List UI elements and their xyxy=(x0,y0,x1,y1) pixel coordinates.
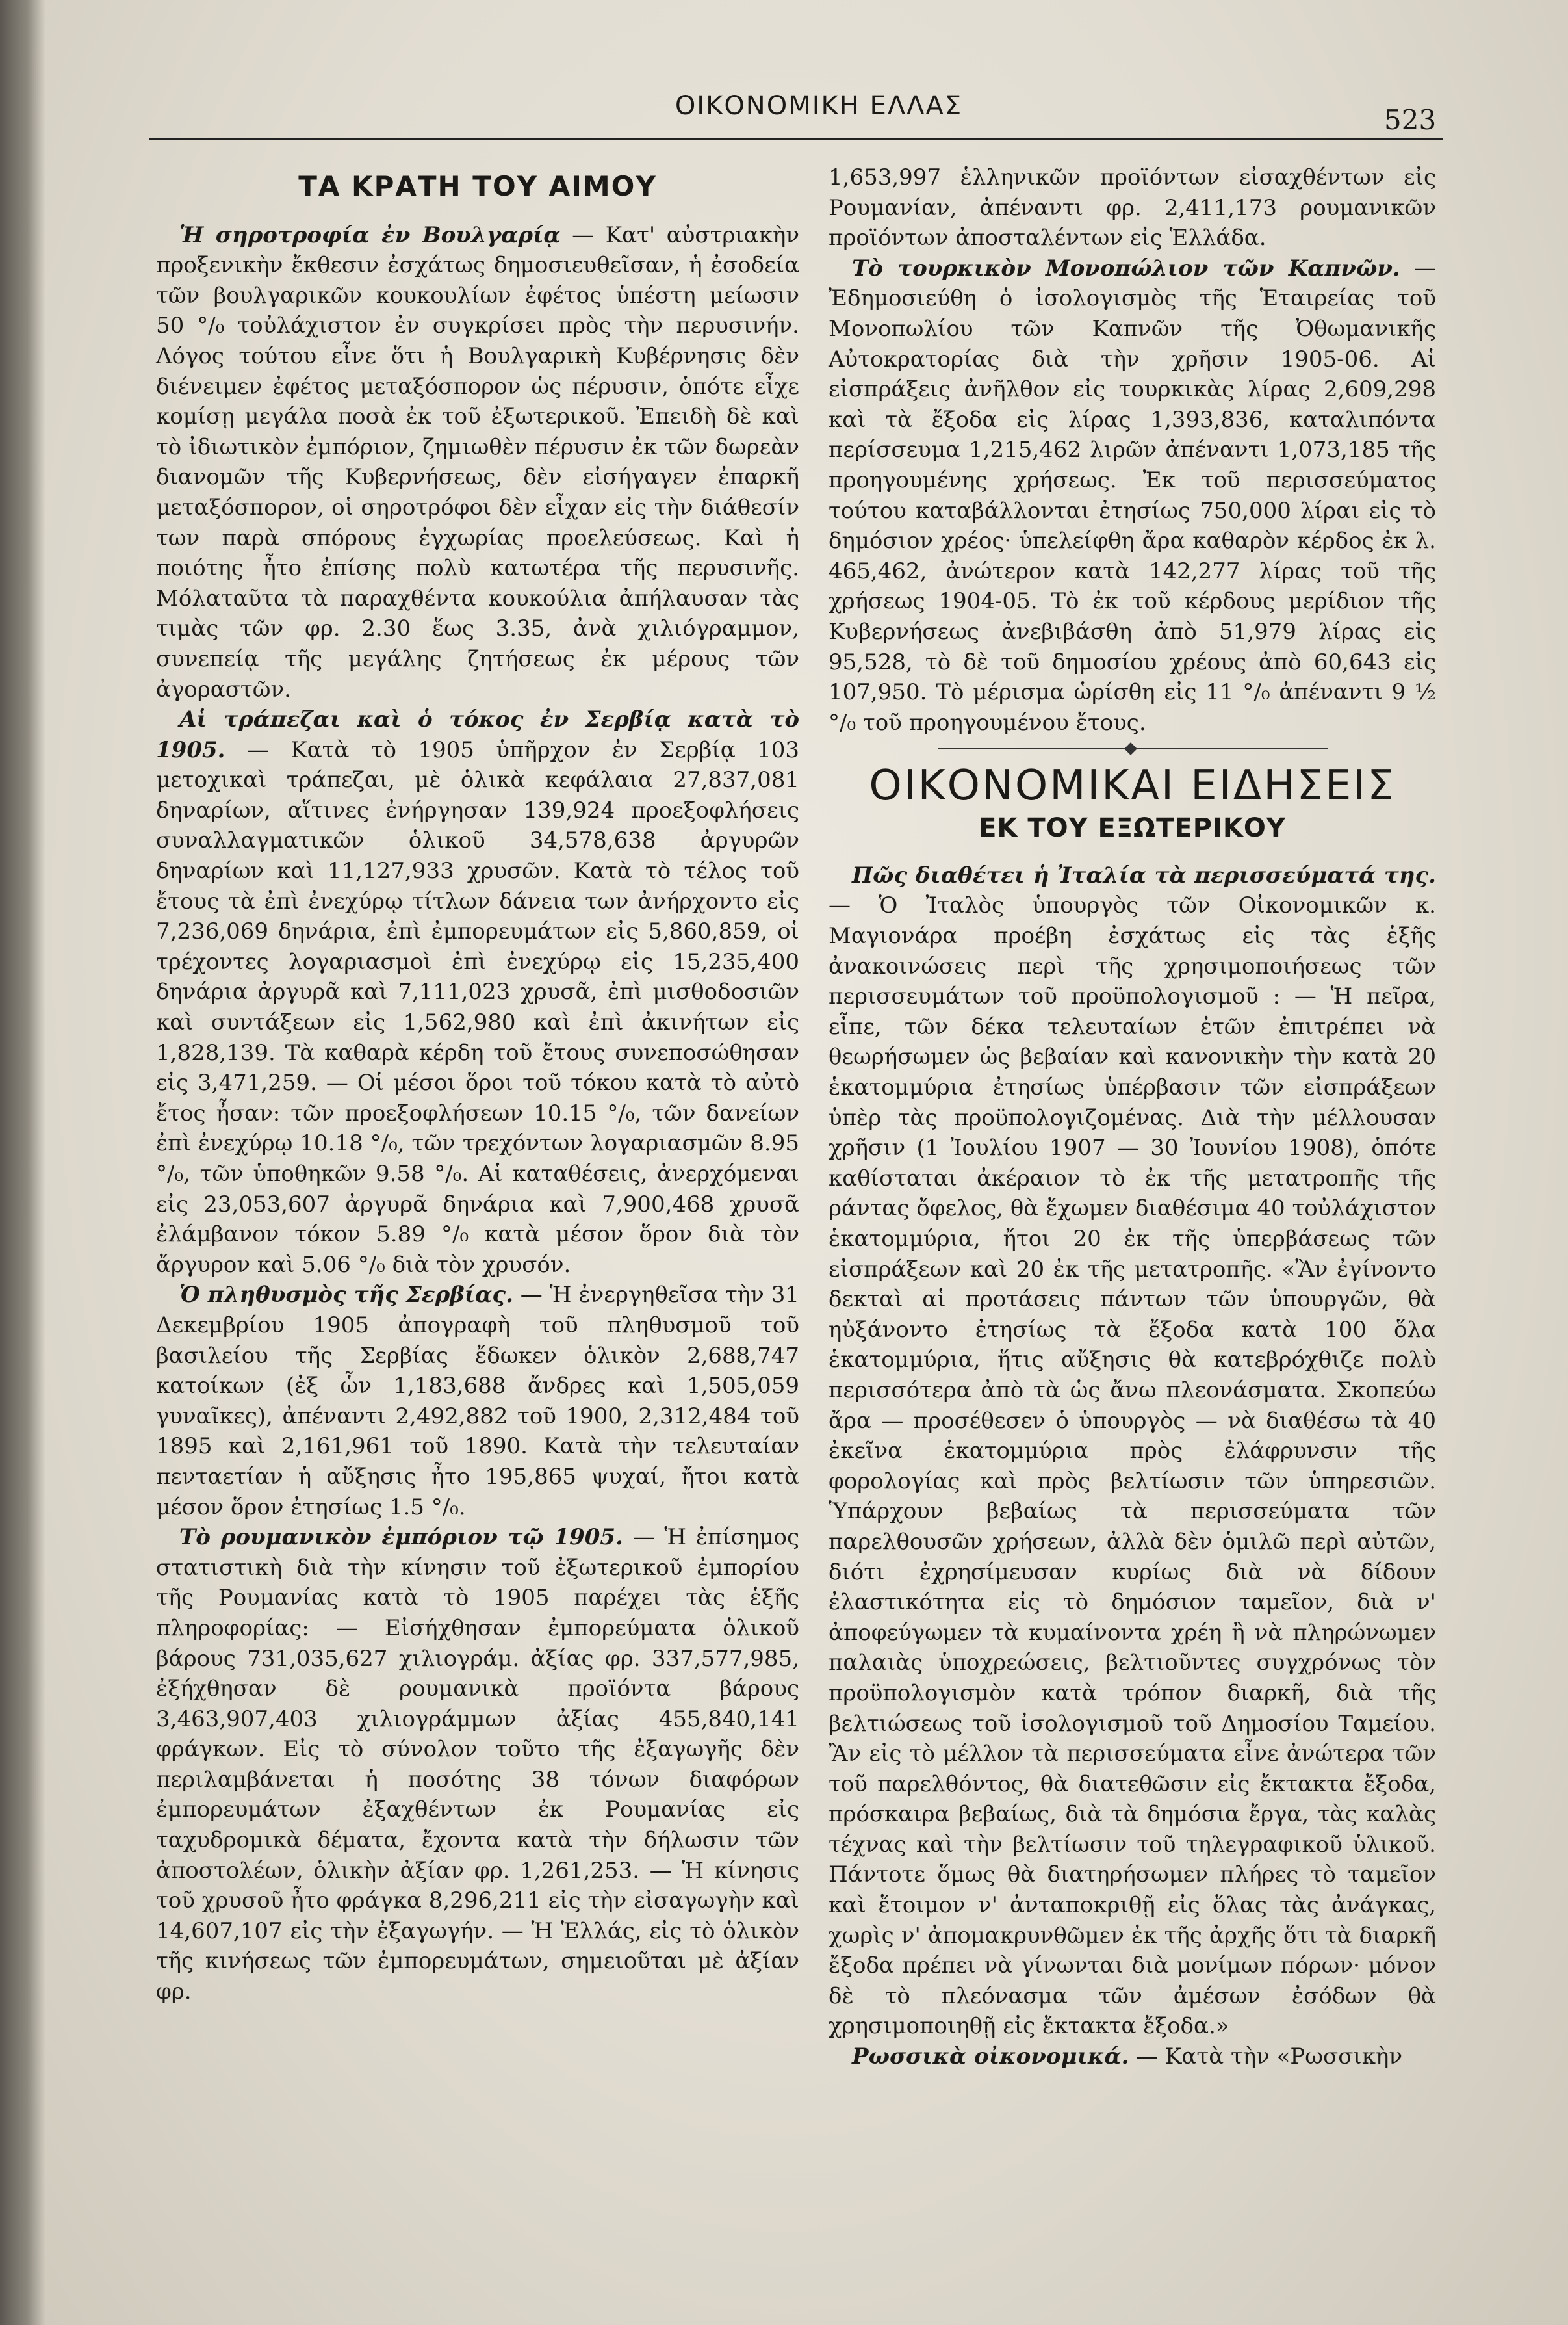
header-rule xyxy=(149,138,1443,142)
article-body: — Ἐδημοσιεύθη ὁ ἰσολογισμὸς τῆς Ἑταιρείας τοῦ Μονοπωλίου τῶν Καπνῶν τῆς Ὀθωμανικῆς Αὐτοκρατορίας διὰ τὴν χρῆσιν 1905-06. Αἱ εἰσπράξεις ἀνῆλθον εἰς τουρκικὰς λίρας 2,609,298 καὶ τὰ ἔξοδα εἰς λίρας 1,393,836, καταλιπόντα περίσσευμα 1,215,462 λιρῶν ἀπέναντι 1,073,185 τῆς προηγουμένης χρήσεως. Ἐκ τοῦ περισσεύματος τούτου καταβάλλονται ἐτησίως 750,000 λίραι εἰς τὸ δημόσιον χρέος· ὑπελείφθη ἄρα καθαρὸν κέρδος ἐκ λ. 465,462, ἀνώτερον κατὰ 142,277 λίρας τοῦ τῆς χρήσεως 1904-05. Τὸ ἐκ τοῦ κέρδους μερίδιον τῆς Κυβερνήσεως ἀνεβιβάσθη ἀπὸ 51,979 λίρας εἰς 95,528, τὸ δὲ τοῦ δημοσίου χρέους ἀπὸ 60,643 εἰς 107,950. Τὸ μέρισμα ὡρίσθη εἰς 11 °/₀ ἀπέναντι 9 ½ °/₀ τοῦ προηγουμένου ἔτους. xyxy=(829,255,1436,736)
article-serbia-population xyxy=(156,1280,799,1522)
article-bulgaria-sericulture xyxy=(156,220,799,705)
article-body: — Ἡ ἐνεργηθεῖσα τὴν 31 Δεκεμβρίου 1905 ἀπογραφὴ τοῦ πληθυσμοῦ τοῦ βασιλείου τῆς Σερβίας ἔδωκεν ὁλικὸν 2,688,747 κατοίκων (ἐξ ὧν 1,183,688 ἄνδρες καὶ 1,505,059 γυναῖκες), ἀπέναντι 2,492,882 τοῦ 1900, 2,312,484 τοῦ 1895 καὶ 2,161,961 τοῦ 1890. Κατὰ τὴν τελευταίαν πενταετίαν ἡ αὔξησις ἦτο 195,865 ψυχαί, ἤτοι κατὰ μέσον ὅρον ἐτησίως 1.5 °/₀. xyxy=(156,1282,799,1520)
running-title: ΟΙΚΟΝΟΜΙΚΗ ΕΛΛΑΣ xyxy=(675,91,963,121)
section-subtitle-abroad: ΕΚ ΤΟΥ ΕΞΩΤΕΡΙΚΟΥ xyxy=(979,813,1286,844)
article-continuation: 1,653,997 ἑλληνικῶν προϊόντων εἰσαχθέντων εἰς Ρουμανίαν, ἀπέναντι φρ. 2,411,173 ρουμανικῶν προϊόντων ἀποσταλέντων εἰς Ἑλλάδα. xyxy=(829,164,1436,252)
article-lead: Ἡ σηροτροφία ἐν Βουλγαρίᾳ xyxy=(179,222,561,248)
page-header xyxy=(0,91,1568,136)
divider-ornament xyxy=(1124,742,1137,755)
article-serbia-banks xyxy=(156,705,799,1280)
article-lead: Πῶς διαθέτει ἡ Ἰταλία τὰ περισσεύματά της. xyxy=(852,862,1436,889)
page-number: 523 xyxy=(1384,104,1437,136)
article-romania-trade xyxy=(156,1522,799,2007)
article-body: — Κατὰ τὸ 1905 ὑπῆρχον ἐν Σερβίᾳ 103 μετοχικαὶ τράπεζαι, μὲ ὁλικὰ κεφάλαια 27,837,081 δηναρίων, αἵτινες ἐνήργησαν 139,924 προεξοφλήσεις συναλλαγματικῶν ὁλικοῦ 34,578,638 ἀργυρῶν δηναρίων καὶ 11,127,933 χρυσῶν. Κατὰ τὸ τέλος τοῦ ἔτους τὰ ἐπὶ ἐνεχύρῳ τίτλων δάνεια των ἀνήρχοντο εἰς 7,236,069 δηνάρια, ἐπὶ ἐμπορευμάτων εἰς 5,860,859, οἱ τρέχοντες λογαριασμοὶ ἐπὶ ἐνεχύρῳ εἰς 15,235,400 δηνάρια ἀργυρᾶ καὶ 7,111,023 χρυσᾶ, ἐπὶ μισθοδοσιῶν καὶ συντάξεων εἰς 1,562,980 καὶ ἐπὶ ἀκινήτων εἰς 1,828,139. Τὰ καθαρὰ κέρδη τοῦ ἔτους συνεποσώθησαν εἰς 3,471,259. — Οἱ μέσοι ὅροι τοῦ τόκου κατὰ τὸ αὐτὸ ἔτος ἦσαν: τῶν προεξοφλήσεων 10.15 °/₀, τῶν δανείων ἐπὶ ἐνεχύρῳ 10.18 °/₀, τῶν τρεχόντων λογαριασμῶν 8.95 °/₀, τῶν ὑποθηκῶν 9.58 °/₀. Αἱ καταθέσεις, ἀνερχόμεναι εἰς 23,053,607 ἀργυρᾶ δηνάρια καὶ 7,900,468 χρυσᾶ ἐλάμβανον τόκον 5.89 °/₀ κατὰ μέσον ὅρον διὰ τὸν ἄργυρον καὶ 5.06 °/₀ διὰ τὸν χρυσόν. xyxy=(156,736,799,1278)
article-italy-surplus xyxy=(829,861,1436,2042)
article-turkish-tobacco-monopoly xyxy=(829,253,1436,738)
article-body: — Κατ' αὐστριακὴν προξενικὴν ἔκθεσιν ἐσχάτως δημοσιευθεῖσαν, ἡ ἐσοδεία τῶν βουλγαρικῶν κουκουλίων ἐφέτος ὑπέστη μείωσιν 50 °/₀ τοὐλάχιστον ἐν συγκρίσει πρὸς τὴν περυσινήν. Λόγος τούτου εἶνε ὅτι ἡ Βουλγαρικὴ Κυβέρνησις δὲν διένειμεν ἐφέτος μεταξόσπορον ὡς πέρυσιν, ὁπότε εἶχε κομίσῃ μεγάλα ποσὰ ἐκ τοῦ ἐξωτερικοῦ. Ἐπειδὴ δὲ καὶ τὸ ἰδιωτικὸν ἐμπόριον, ζημιωθὲν πέρυσιν ἐκ τῶν δωρεὰν διανομῶν τῆς Κυβερνήσεως, δὲν εἰσήγαγεν ἐπαρκῆ μεταξόσπορον, οἱ σηροτρόφοι δὲν εἶχαν εἰς τὴν διάθεσίν των παρὰ σπόρους ἐγχωρίας προελεύσεως. Καὶ ἡ ποιότης ἦτο ἐπίσης πολὺ κατωτέρα τῆς περυσινῆς. Μόλαταῦτα τὰ παραχθέντα κουκούλια ἀπήλαυσαν τὰς τιμὰς τῶν φρ. 2.30 ἕως 3.35, ἀνὰ χιλιόγραμμον, συνεπείᾳ τῆς μεγάλης ζητήσεως ἐκ μέρους τῶν ἀγοραστῶν. xyxy=(156,222,799,703)
left-column xyxy=(156,162,799,2007)
article-lead: Ρωσσικὰ οἰκονομικά. xyxy=(852,2044,1129,2070)
book-spine-shadow xyxy=(0,0,45,2325)
right-column xyxy=(829,162,1436,2072)
article-body: — Ἡ ἐπίσημος στατιστικὴ διὰ τὴν κίνησιν τοῦ ἐξωτερικοῦ ἐμπορίου τῆς Ρουμανίας κατὰ τὸ 1905 παρέχει τὰς ἑξῆς πληροφορίας: — Εἰσήχθησαν ἐμπορεύματα ὁλικοῦ βάρους 731,035,627 χιλιογράμ. ἀξίας φρ. 337,577,985, ἐξήχθησαν δὲ ρουμανικὰ προϊόντα βάρους 3,463,907,403 χιλιογράμμων ἀξίας 455,840,141 φράγκων. Εἰς τὸ σύνολον τοῦτο τῆς ἐξαγωγῆς δὲν περιλαμβάνεται ἡ ποσότης 38 τόνων διαφόρων ἐμπορευμάτων ἐξαχθέντων ἐκ Ρουμανίας εἰς ταχυδρομικὰ δέματα, ἔχοντα κατὰ τὴν δήλωσιν τῶν ἀποστολέων, ὁλικὴν ἀξίαν φρ. 1,261,253. — Ἡ κίνησις τοῦ χρυσοῦ ἦτο φράγκα 8,296,211 εἰς τὴν εἰσαγωγὴν καὶ 14,607,107 εἰς τὴν ἐξαγωγήν. — Ἡ Ἑλλάς, εἰς τὸ ὁλικὸν τῆς κινήσεως τῶν ἐμπορευμάτων, σημειοῦται μὲ ἀξίαν φρ. xyxy=(156,1524,799,2005)
article-russian-economics xyxy=(829,2042,1436,2072)
article-body: — Ὁ Ἰταλὸς ὑπουργὸς τῶν Οἰκονομικῶν κ. Μαγιονάρα προέβη ἐσχάτως εἰς τὰς ἑξῆς ἀνακοινώσεις περὶ τῆς χρησιμοποιήσεως τῶν περισσευμάτων τοῦ προϋπολογισμοῦ : — Ἡ πεῖρα, εἶπε, τῶν δέκα τελευταίων ἐτῶν ἐπιτρέπει νὰ θεωρήσωμεν ὡς βεβαίαν καὶ κανονικὴν τὴν κατὰ 20 ἑκατομμύρια ἐτησίως ὑπέρβασιν τῶν εἰσπράξεων ὑπὲρ τὰς προϋπολογιζομένας. Διὰ τὴν μέλλουσαν χρῆσιν (1 Ἰουλίου 1907 — 30 Ἰουνίου 1908), ὁπότε καθίσταται ἀκέραιον τὸ ἐκ τῆς μετατροπῆς τῆς ράντας ὄφελος, θὰ ἔχωμεν διαθέσιμα 40 τοὐλάχιστον ἑκατομμύρια, ἤτοι 20 ἐκ τῆς ὑπερβάσεως τῶν εἰσπράξεων καὶ 20 ἐκ τῆς μετατροπῆς. «Ἂν ἐγίνοντο δεκταὶ αἱ προτάσεις πάντων τῶν ὑπουργῶν, θὰ ηὐξάνοντο ἐτησίως τὰ ἔξοδα κατὰ 100 ὅλα ἑκατομμύρια, ἥτις αὔξησις θὰ κατεβρόχθιζε πολὺ περισσότερα ἀπὸ τὰ ὡς ἄνω πλεονάσματα. Σκοπεύω ἄρα — προσέθεσεν ὁ ὑπουργὸς — νὰ διαθέσω τὰ 40 ἐκεῖνα ἑκατομμύρια πρὸς ἐλάφρυνσιν τῆς φορολογίας καὶ πρὸς βελτίωσιν τῶν ὑπηρεσιῶν. Ὑπάρχουν βεβαίως τὰ περισσεύματα τῶν παρελθουσῶν χρήσεων, ἀλλὰ δὲν ὁμιλῶ περὶ αὐτῶν, διότι ἐχρησίμευσαν κυρίως διὰ νὰ δίδουν ἐλαστικότητα εἰς τὸ δημόσιον ταμεῖον, διὰ ν' ἀποφεύγωμεν τὰ κυμαίνοντα χρέη ἢ νὰ πληρώνωμεν παλαιὰς ὑποχρεώσεις, βελτιοῦντες συγχρόνως τὸν προϋπολογισμὸν κατὰ τρόπον διαρκῆ, διὰ τῆς βελτιώσεως τοῦ ἰσολογισμοῦ τοῦ Δημοσίου Ταμείου. Ἂν εἰς τὸ μέλλον τὰ περισσεύματα εἶνε ἀνώτερα τῶν τοῦ παρελθόντος, θὰ διατεθῶσιν εἰς ἔκτακτα ἔξοδα, πρόσκαιρα βεβαίως, διὰ τὰ δημόσια ἔργα, τὰς καλὰς τέχνας καὶ τὴν βελτίωσιν τοῦ τηλεγραφικοῦ ὑλικοῦ. Πάντοτε ὅμως θὰ διατηρήσωμεν πλήρες τὸ ταμεῖον καὶ ἕτοιμον ν' ἀνταποκριθῇ εἰς ὅλας τὰς ἀνάγκας, χωρὶς ν' ἀπομακρυνθῶμεν ἐκ τῆς ἀρχῆς ὅτι τὰ διαρκῆ ἔξοδα πρέπει νὰ γίνωνται διὰ μονίμων πόρων· μόνον δὲ τὸ πλεόνασμα τῶν ἀμέσων ἐσόδων θὰ χρησιμοποιηθῇ εἰς ἔκτακτα ἔξοδα.» xyxy=(829,892,1436,2040)
article-body: — Κατὰ τὴν «Ρωσσικὴν xyxy=(1129,2044,1403,2070)
article-lead: Αἱ τράπεζαι καὶ ὁ τόκος ἐν Σερβίᾳ κατὰ τὸ 1905. xyxy=(156,707,799,763)
article-lead: Τὸ τουρκικὸν Μονοπώλιον τῶν Καπνῶν. xyxy=(852,255,1400,281)
section-title-economic-news: ΟΙΚΟΝΟΜΙΚΑΙ ΕΙΔΗΣΕΙΣ xyxy=(869,762,1396,811)
article-lead: Τὸ ρουμανικὸν ἐμπόριον τῷ 1905. xyxy=(179,1524,623,1551)
article-lead: Ὁ πληθυσμὸς τῆς Σερβίας. xyxy=(179,1282,513,1308)
section-title-balkan-states: ΤΑ ΚΡΑΤΗ ΤΟΥ ΑΙΜΟΥ xyxy=(298,170,657,202)
section-divider xyxy=(938,748,1328,749)
